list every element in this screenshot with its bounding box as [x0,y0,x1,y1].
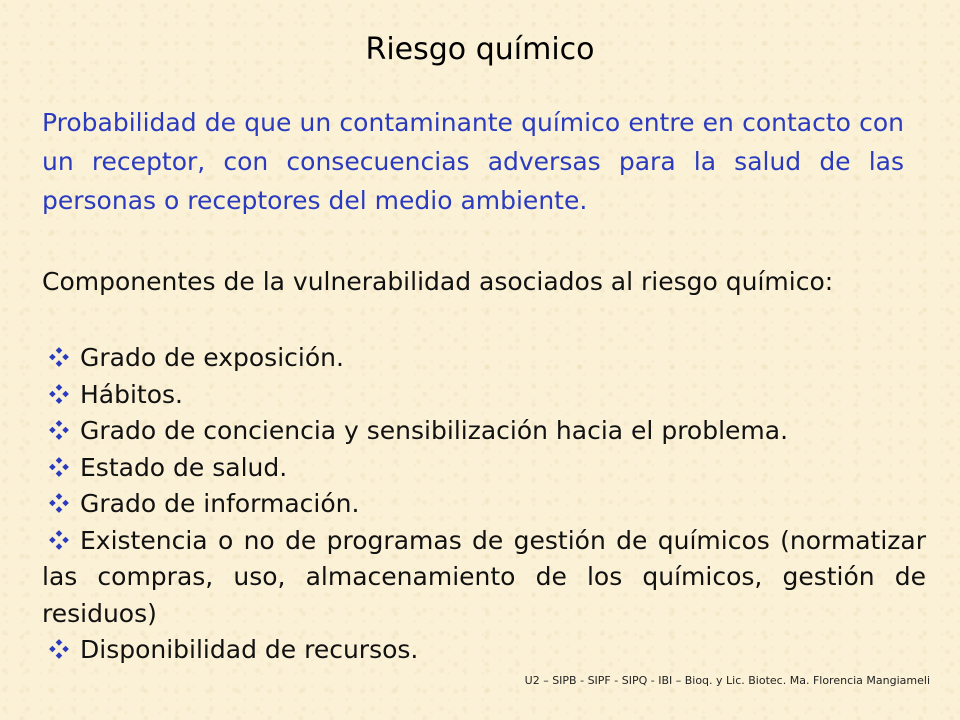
list-item [42,523,926,633]
list-item-text: Estado de salud. [80,452,288,482]
list-item-text: Disponibilidad de recursos. [80,635,419,664]
list-item [42,632,926,669]
four-diamond-bullet-icon [48,638,70,660]
list-item-text: Hábitos. [80,379,184,409]
list-item [42,413,926,450]
list-item-text: Grado de información. [80,489,360,518]
list-item [42,450,926,487]
footer-credit: U2 – SIPB - SIPF - SIPQ - IBI – Bioq. y Lic. Biotec. Ma. Florencia Mangiameli [524,674,930,687]
list-item [42,377,926,414]
four-diamond-bullet-icon [48,492,70,514]
four-diamond-bullet-icon [48,383,70,405]
four-diamond-bullet-icon [48,456,70,478]
slide-title: Riesgo químico [365,32,595,67]
components-list [42,340,926,669]
four-diamond-bullet-icon [48,346,70,368]
components-heading: Componentes de la vulnerabilidad asociados al riesgo químico: [42,267,834,296]
four-diamond-bullet-icon [48,529,70,551]
definition-text: Probabilidad de que un contaminante químico entre en contacto con un receptor, con consecuencias adversas para la salud de las personas o receptores del medio ambiente. [42,108,904,215]
list-item [42,340,926,377]
four-diamond-bullet-icon [48,419,70,441]
list-item-text: Existencia o no de programas de gestión de químicos (normatizar las compras, uso, almacenamiento de los químicos, gestión de residuos) [42,525,926,628]
list-item [42,486,926,523]
list-item-text: Grado de conciencia y sensibilización hacia el problema. [80,416,789,445]
list-item-text: Grado de exposición. [80,343,344,372]
